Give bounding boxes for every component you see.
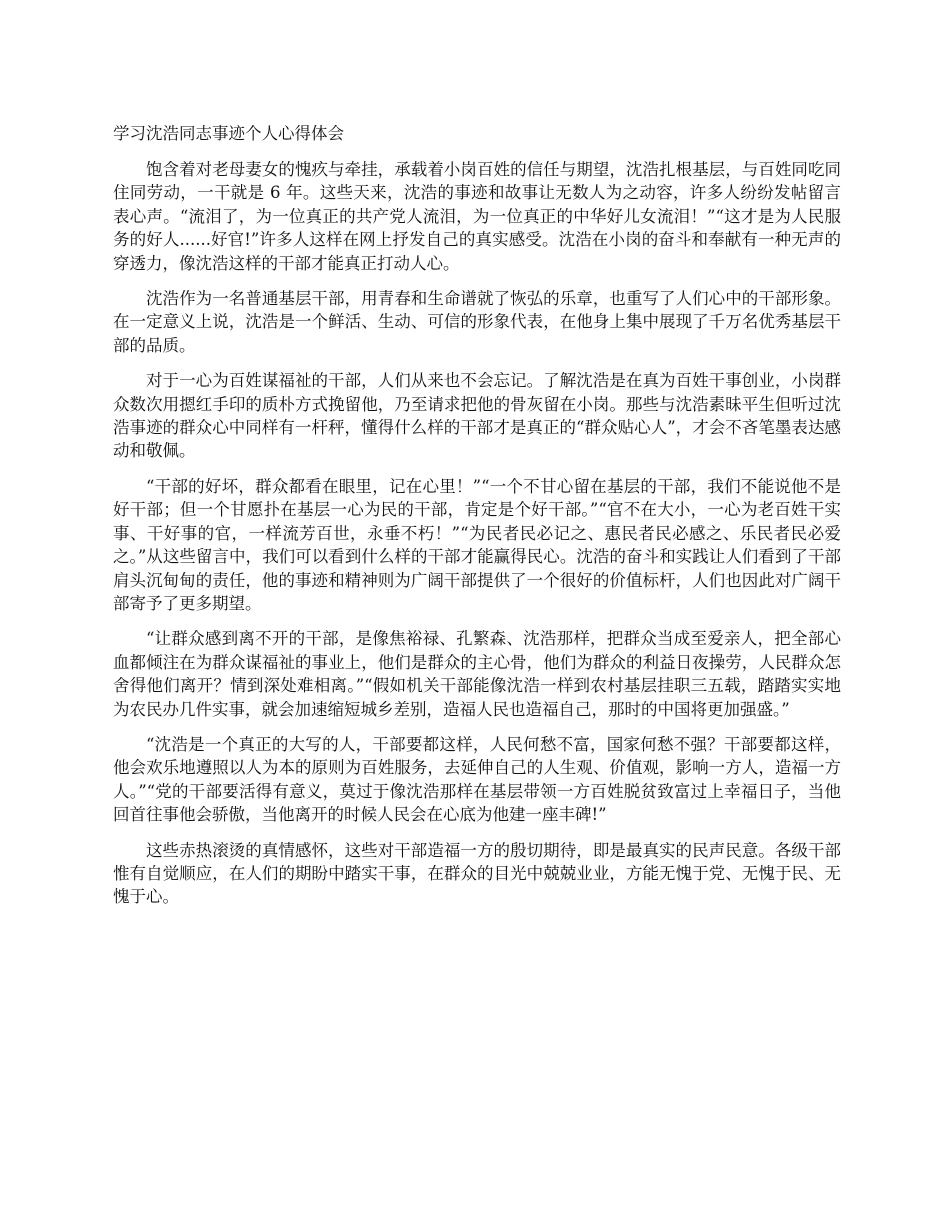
paragraph-7: 这些赤热滚烫的真情感怀，这些对干部造福一方的殷切期待，即是最真实的民声民意。各级干部惟有自觉顺应，在人们的期盼中踏实干事，在群众的目光中兢兢业业，方能无愧于党、无愧于民、无愧于心。 [113, 840, 841, 907]
document-page [113, 122, 841, 921]
paragraph-5: “让群众感到离不开的干部，是像焦裕禄、孔繁森、沈浩那样，把群众当成至爱亲人，把全部心血都倾注在为群众谋福祉的事业上，他们是群众的主心骨，他们为群众的利益日夜操劳，人民群众怎舍得他们离开？情到深处难相离。”“假如机关干部能像沈浩一样到农村基层挂职三五载，踏踏实实地为农民办几件实事，就会加速缩短城乡差别，造福人民也造福自己，那时的中国将更加强盛。” [113, 629, 841, 719]
paragraph-2: 沈浩作为一名普通基层干部，用青春和生命谱就了恢弘的乐章，也重写了人们心中的干部形象。在一定意义上说，沈浩是一个鲜活、生动、可信的形象代表，在他身上集中展现了千万名优秀基层干部的品质。 [113, 289, 841, 355]
paragraph-4: “干部的好坏，群众都看在眼里，记在心里！”“一个不甘心留在基层的干部，我们不能说他不是好干部；但一个甘愿扑在基层一心为民的干部，肯定是个好干部。”“官不在大小，一心为老百姓干实事、干好事的官，一样流芳百世，永垂不朽！”“为民者民必记之、惠民者民必感之、乐民者民必爱之。”从这些留言中，我们可以看到什么样的干部才能赢得民心。沈浩的奋斗和实践让人们看到了干部肩头沉甸甸的责任，他的事迹和精神则为广阔干部提供了一个很好的价值标杆，人们也因此对广阔干部寄予了更多期望。 [113, 476, 841, 613]
paragraph-3: 对于一心为百姓谋福祉的干部，人们从来也不会忘记。了解沈浩是在真为百姓干事创业，小岗群众数次用摁红手印的质朴方式挽留他，乃至请求把他的骨灰留在小岗。那些与沈浩素昧平生但听过沈浩事迹的群众心中同样有一杆秤，懂得什么样的干部才是真正的“群众贴心人”，才会不吝笔墨表达感动和敬佩。 [113, 371, 841, 461]
paragraph-1: 饱含着对老母妻女的愧疚与牵挂，承载着小岗百姓的信任与期望，沈浩扎根基层，与百姓同吃同住同劳动，一干就是 6 年。这些天来，沈浩的事迹和故事让无数人为之动容，许多人纷纷发帖留言表心声。“流泪了，为一位真正的共产党人流泪，为一位真正的中华好儿女流泪！”“这才是为人民服务的好人......好官!”许多人这样在网上抒发自己的真实感受。沈浩在小岗的奋斗和奉献有一种无声的穿透力，像沈浩这样的干部才能真正打动人心。 [113, 160, 841, 273]
paragraph-6: “沈浩是一个真正的大写的人，干部要都这样，人民何愁不富，国家何愁不强？干部要都这样，他会欢乐地遵照以人为本的原则为百姓服务，去延伸自己的人生观、价值观，影响一方人，造福一方人。”“党的干部要活得有意义，莫过于像沈浩那样在基层带领一方百姓脱贫致富过上幸福日子，当他回首往事他会骄傲，当他离开的时候人民会在心底为他建一座丰碑!” [113, 734, 841, 825]
document-title: 学习沈浩同志事迹个人心得体会 [113, 124, 344, 143]
